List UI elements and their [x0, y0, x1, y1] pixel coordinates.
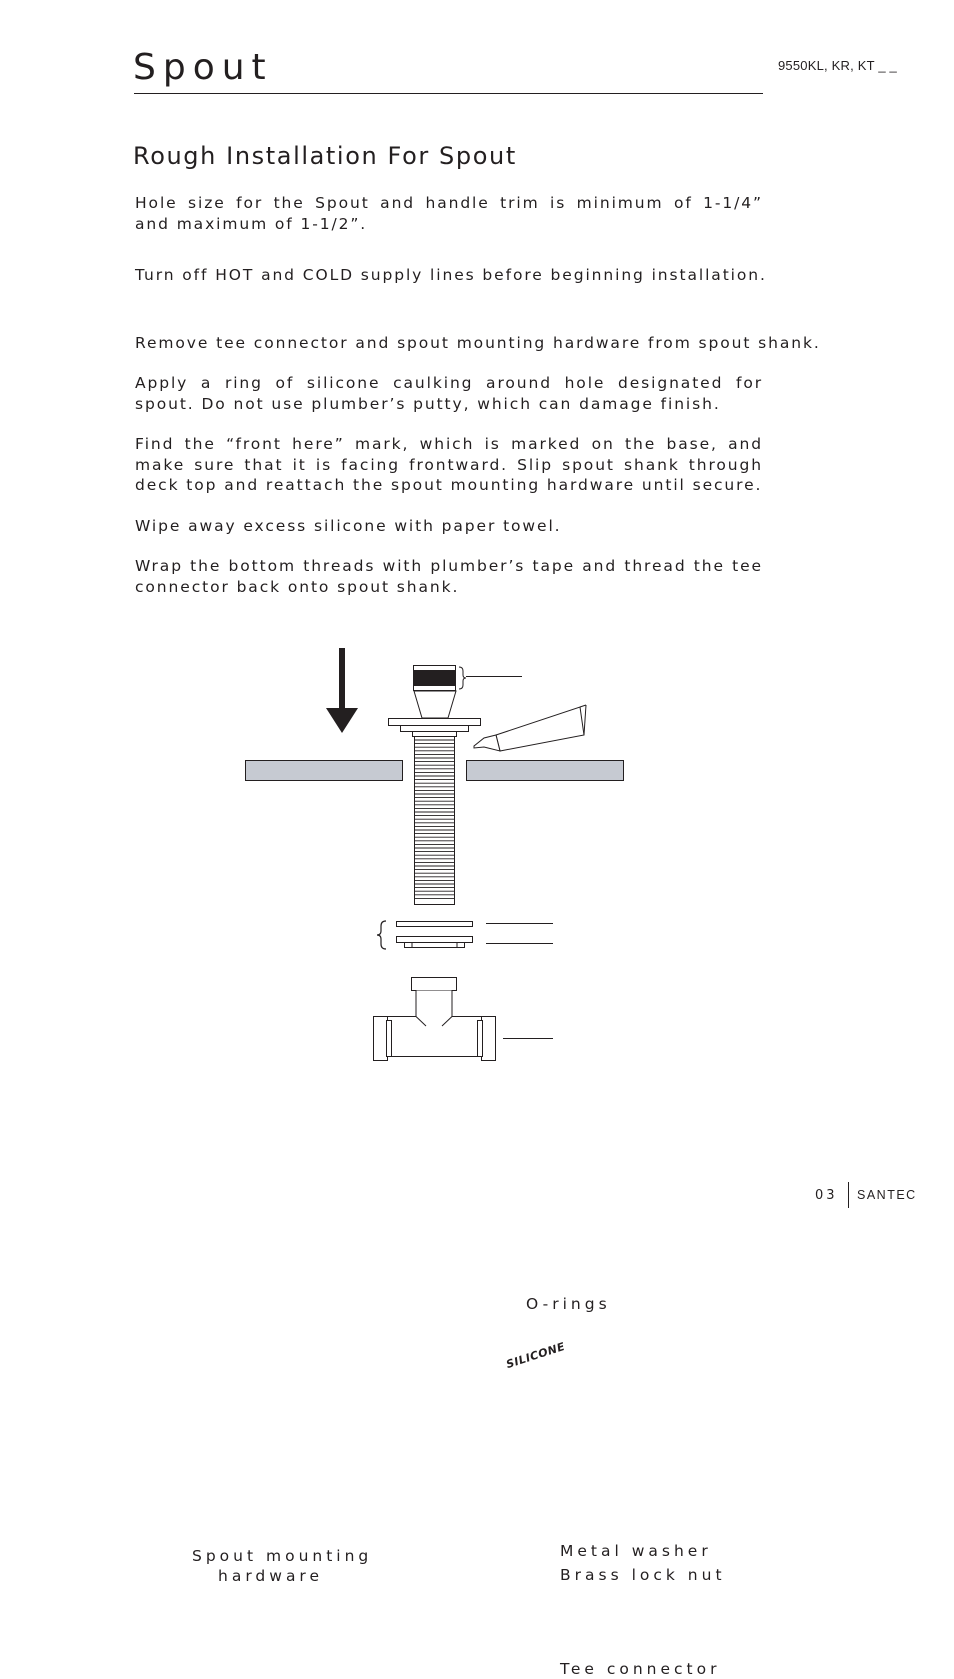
page-number: 03	[815, 1188, 838, 1203]
metal-washer-label: Metal washer	[560, 1542, 712, 1560]
silicone-label: SILICONE	[504, 1339, 567, 1372]
tee-connector-label: Tee connector	[560, 1660, 721, 1678]
spout-shank	[389, 666, 481, 905]
section-heading: Rough Installation For Spout	[133, 142, 517, 170]
footer-divider	[848, 1182, 849, 1208]
instruction-apply-silicone: Apply a ring of silicone caulking around hole designated for spout. Do not use plumber’s putty, which can damage finish.	[135, 374, 763, 413]
brass-lock-nut	[397, 937, 473, 948]
instruction-wrap-threads: Wrap the bottom threads with plumber’s tape and thread the tee connector back onto spout shank.	[135, 557, 763, 596]
brass-lock-nut-label: Brass lock nut	[560, 1566, 726, 1584]
brand-name: SANTEC	[857, 1188, 917, 1202]
silicone-tube-icon	[474, 705, 586, 751]
diagram-artwork	[0, 630, 954, 1110]
spout-mounting-label: Spout mounting	[192, 1547, 373, 1565]
hardware-label: hardware	[218, 1567, 324, 1585]
metal-washer	[397, 922, 473, 927]
instruction-remove-tee: Remove tee connector and spout mounting hardware from spout shank.	[135, 334, 821, 352]
insert-direction-arrow-icon	[326, 648, 358, 733]
o-rings-label: O-rings	[526, 1295, 611, 1313]
title-divider	[134, 93, 763, 94]
page-title: Spout	[133, 47, 273, 88]
instruction-supply-lines: Turn off HOT and COLD supply lines before beginning installation.	[135, 266, 767, 284]
tee-connector	[374, 978, 496, 1061]
instruction-hole-size: Hole size for the Spout and handle trim is minimum of 1-1/4” and maximum of 1-1/2”.	[135, 194, 763, 233]
instruction-wipe-silicone: Wipe away excess silicone with paper towel.	[135, 517, 562, 535]
model-number: 9550KL, KR, KT _ _	[778, 58, 897, 73]
instruction-front-mark: Find the “front here” mark, which is marked on the base, and make sure that it is facing frontward. Slip spout shank through deck top and reattach the spout mounting hardware until secure.	[135, 435, 763, 494]
